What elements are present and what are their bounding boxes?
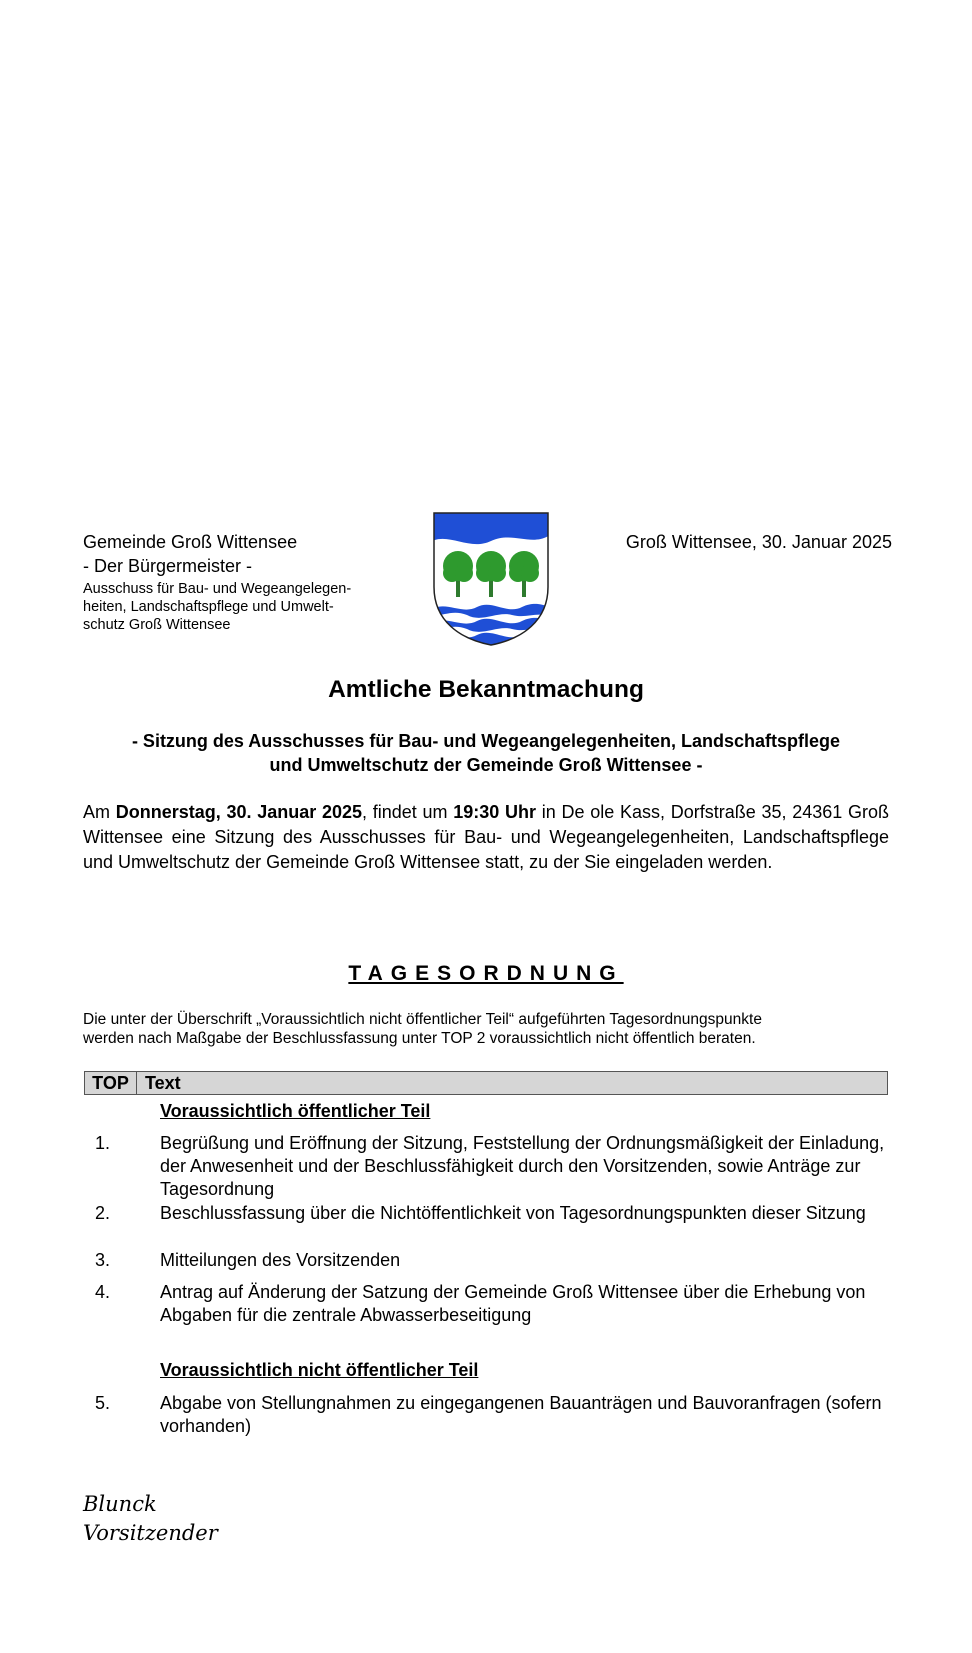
agenda-note-line: werden nach Maßgabe der Beschlussfassung unter TOP 2 voraussichtlich nicht öffentlich beraten. [83, 1030, 756, 1047]
subtitle [83, 729, 889, 777]
agenda-item [83, 1132, 889, 1201]
intro-paragraph [83, 800, 889, 875]
agenda-item-text: Abgabe von Stellungnahmen zu eingegangenen Bauanträgen und Bauvoranfragen (sofern vorhanden) [160, 1393, 882, 1436]
municipality-name: Gemeinde Groß Wittensee [83, 532, 298, 552]
agenda-item-text: Begrüßung und Eröffnung der Sitzung, Feststellung der Ordnungsmäßigkeit der Einladung, der Anwesenheit und der Beschlussfähigkeit durch den Vorsitzenden, sowie Anträge zur Tagesordnung [160, 1133, 885, 1199]
section-heading-public: Voraussichtlich öffentlicher Teil [160, 1101, 431, 1121]
agenda-item-text: Beschlussfassung über die Nichtöffentlichkeit von Tagesordnungspunkten dieser Sitzung [160, 1203, 866, 1223]
agenda-item [83, 1392, 889, 1438]
intro-text: Am [83, 802, 116, 822]
agenda-item-number: 1. [95, 1133, 111, 1153]
agenda-item-text: Mitteilungen des Vorsitzenden [160, 1250, 401, 1270]
agenda-heading: TAGESORDNUNG [348, 962, 624, 985]
agenda-item-number: 4. [95, 1282, 111, 1302]
sender-block [83, 530, 413, 634]
signature-role: Vorsitzender [83, 1521, 218, 1545]
agenda-item-number: 2. [95, 1203, 111, 1223]
subtitle-line: und Umweltschutz der Gemeinde Groß Wittensee - [269, 755, 703, 775]
column-header-top: TOP [85, 1072, 137, 1095]
committee-line: schutz Groß Wittensee [83, 617, 231, 633]
agenda-item [83, 1249, 889, 1272]
meeting-time: 19:30 Uhr [453, 802, 537, 822]
signature-name: Blunck [83, 1492, 157, 1516]
section-heading-private: Voraussichtlich nicht öffentlicher Teil [160, 1360, 479, 1380]
agenda-note [83, 1010, 889, 1048]
agenda-item-number: 5. [95, 1393, 111, 1413]
committee-line: heiten, Landschaftspflege und Umwelt- [83, 599, 334, 615]
agenda-note-line: Die unter der Überschrift „Voraussichtlich nicht öffentlicher Teil“ aufgeführten Tagesordnungspunkte [83, 1011, 762, 1028]
agenda-item-text: Antrag auf Änderung der Satzung der Gemeinde Groß Wittensee über die Erhebung von Abgaben für die zentrale Abwasserbeseitigung [160, 1282, 866, 1325]
agenda-table-header [84, 1071, 888, 1095]
meeting-day: Donnerstag, 30. Januar 2025 [115, 802, 363, 822]
mayor-line: - Der Bürgermeister - [83, 556, 253, 576]
page-title: Amtliche Bekanntmachung [328, 676, 644, 703]
coat-of-arms-icon [432, 511, 550, 647]
agenda-item-number: 3. [95, 1250, 111, 1270]
committee-name [83, 580, 413, 634]
agenda-item [83, 1202, 889, 1225]
intro-text: , findet um [362, 802, 454, 822]
place-date: Groß Wittensee, 30. Januar 2025 [625, 532, 892, 552]
agenda-item [83, 1281, 889, 1327]
intro-text: in De ole Kass, Dorfstraße 35, 24361 Groß Wittensee eine Sitzung des Ausschusses für Bau- und Wegeangelegenheiten, Landschaftspflege und Umweltschutz der Gemeinde Groß Wittensee statt, zu der Sie eingeladen werden. [83, 802, 889, 872]
column-header-text: Text [137, 1072, 888, 1095]
signature-block [83, 1490, 218, 1548]
subtitle-line: - Sitzung des Ausschusses für Bau- und Wegeangelegenheiten, Landschaftspflege [131, 731, 841, 751]
committee-line: Ausschuss für Bau- und Wegeangelegen- [83, 581, 352, 597]
